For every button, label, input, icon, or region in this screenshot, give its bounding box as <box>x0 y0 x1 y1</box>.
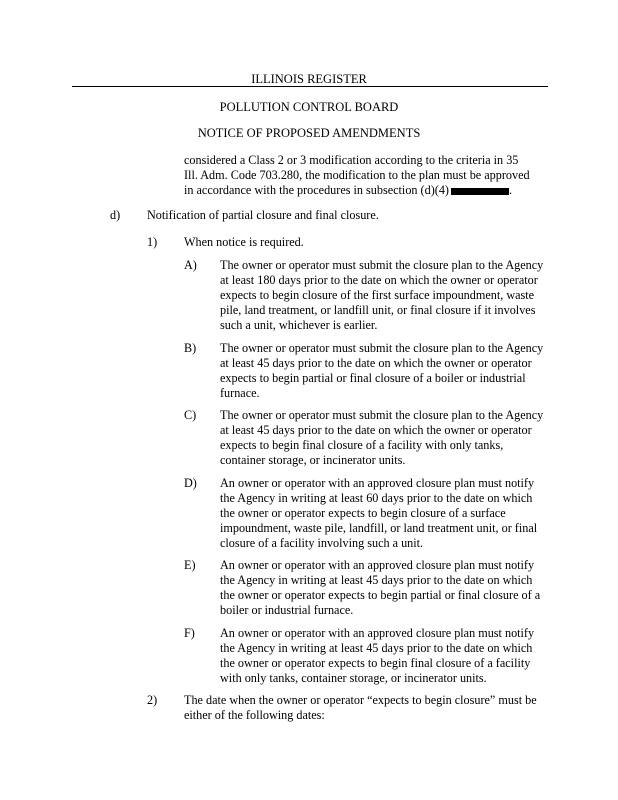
item-2-text: The date when the owner or operator “expects to begin closure” must be either of the following dates: <box>184 693 537 722</box>
subitem-e-label: E) <box>184 558 196 572</box>
subitem-c-label: C) <box>184 408 197 422</box>
continuation-text: considered a Class 2 or 3 modification according to the criteria in 35 Ill. Adm. Code 703.280, the modification to the plan must be approved in accordance with the procedures in subsection (d)(4) <box>184 153 530 197</box>
section-d-text: Notification of partial closure and final closure. <box>147 208 379 222</box>
item-1-label: 1) <box>147 235 158 249</box>
subitem-d-text: An owner or operator with an approved closure plan must notify the Agency in writing at least 60 days prior to the date on which the owner or operator expects to begin closure of a surface impoundment, waste pile, landfill, or land treatment unit, or final closure of a facility involving such a unit. <box>220 476 538 550</box>
subitem-a-text: The owner or operator must submit the closure plan to the Agency at least 180 days prior to the date on which the owner or operator expects to begin closure of the first surface impoundment, waste pile, land treatment, or landfill unit, or final closure if it involves such a unit, whichever is earlier. <box>220 258 544 332</box>
header-rule <box>72 86 548 87</box>
board-heading: POLLUTION CONTROL BOARD <box>219 100 399 114</box>
redaction-mark <box>451 188 509 195</box>
item-2-label: 2) <box>147 693 158 707</box>
subitem-f-label: F) <box>184 626 195 640</box>
subitem-d-label: D) <box>184 476 197 490</box>
subitem-b-label: B) <box>184 341 197 355</box>
section-d-label: d) <box>110 208 121 222</box>
register-heading: ILLINOIS REGISTER <box>251 72 367 86</box>
subitem-c-text: The owner or operator must submit the closure plan to the Agency at least 45 days prior to the date on which the owner or operator expects to begin final closure of a facility with only tanks, container storage, or incinerator units. <box>220 408 544 467</box>
subitem-f-text: An owner or operator with an approved closure plan must notify the Agency in writing at least 45 days prior to the date on which the owner or operator expects to begin final closure of a facility with only tanks, container storage, or incinerator units. <box>220 626 535 685</box>
subitem-a-label: A) <box>184 258 197 272</box>
item-1-text: When notice is required. <box>184 235 304 249</box>
continuation-paragraph <box>184 153 532 198</box>
continuation-end: . <box>508 183 513 197</box>
subitem-e-text: An owner or operator with an approved closure plan must notify the Agency in writing at least 45 days prior to the date on which the owner or operator expects to begin partial or final closure of a boiler or industrial furnace. <box>220 558 541 617</box>
notice-heading: NOTICE OF PROPOSED AMENDMENTS <box>197 126 421 140</box>
subitem-b-text: The owner or operator must submit the closure plan to the Agency at least 45 days prior to the date on which the owner or operator expects to begin partial or final closure of a boiler or industrial furnace. <box>220 341 544 400</box>
